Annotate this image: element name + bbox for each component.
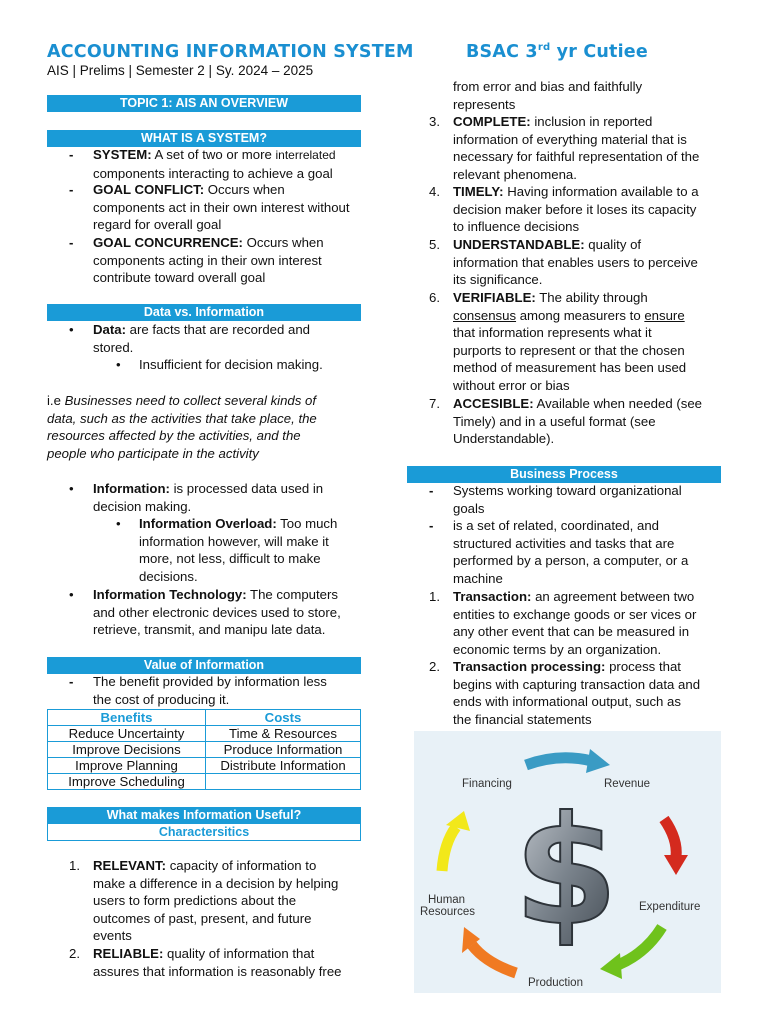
goal-conflict-item: GOAL CONFLICT: Occurs when components act in their own interest without regard for overall goal (93, 182, 350, 233)
data-info-bar: Data vs. Information (47, 304, 361, 321)
business-process-bar: Business Process (407, 466, 721, 483)
table-row (48, 726, 361, 742)
information-definition: Information: is processed data used in decision making. (93, 481, 324, 514)
list-number: 5. (429, 237, 440, 252)
bullet-marker: • (116, 516, 121, 531)
label-human: Human (428, 894, 466, 906)
arrow-human-financing (442, 811, 470, 871)
bullet-marker: • (69, 322, 74, 337)
list-number: 7. (429, 396, 440, 411)
useful-bar: What makes Information Useful? (47, 807, 361, 824)
table-row (48, 774, 361, 790)
list-number: 3. (429, 114, 440, 129)
arrow-revenue-expenditure (664, 819, 688, 875)
example-paragraph: i.e Businesses need to collect several kinds of data, such as the activities that take place, the resources affected by the activities, and the people who participate in the activity (47, 393, 317, 461)
reliable-item: RELIABLE: quality of information that assures that information is reasonably free (93, 946, 342, 979)
dash-marker: - (69, 235, 74, 250)
value-bar: Value of Information (47, 657, 361, 674)
table-row (48, 758, 361, 774)
business-dash-1: Systems working toward organizational goals (453, 483, 682, 516)
data-sub-point: Insufficient for decision making. (139, 357, 323, 372)
information-technology: Information Technology: The computers and other electronic devices used to store, retrieve, transmit, and manipu late data. (93, 587, 341, 638)
label-revenue: Revenue (604, 778, 651, 790)
label-production: Production (528, 977, 583, 989)
badge-tail: yr Cutiee (550, 42, 648, 62)
label-resources: Resources (420, 906, 475, 918)
badge-main: BSAC 3 (466, 42, 538, 62)
system-item: SYSTEM: A set of two or more interrelated components interacting to achieve a goal (93, 147, 336, 181)
information-overload: Information Overload: Too much information however, will make it more, not less, difficult to make decisions. (139, 516, 338, 584)
transaction-item: Transaction: an agreement between two entities to exchange goods or ser vices or any other event that can be measured in economic terms by an organization. (453, 589, 697, 657)
dash-marker: - (429, 483, 434, 498)
arrow-financing-revenue (526, 749, 610, 773)
list-number: 2. (429, 659, 440, 674)
reliable-continuation: from error and bias and faithfully represents (453, 79, 643, 112)
relevant-item: RELEVANT: capacity of information to make a difference in a decision by helping users to form predictions about the outcomes of past, present, and future events (93, 858, 339, 944)
bullet-marker: • (69, 587, 74, 602)
dash-marker: - (69, 147, 74, 162)
cycle-svg (414, 731, 721, 993)
table-cell: Time & Resources (206, 726, 361, 742)
list-number: 6. (429, 290, 440, 305)
table-cell: Improve Scheduling (48, 774, 206, 790)
document-title: ACCOUNTING INFORMATION SYSTEM (47, 42, 414, 62)
accesible-item: ACCESIBLE: Available when needed (see Timely) and in a useful format (see Understandable). (453, 396, 702, 447)
data-definition: Data: are facts that are recorded and stored. (93, 322, 310, 355)
document-subtitle: AIS | Prelims | Semester 2 | Sy. 2024 – 2025 (47, 63, 314, 78)
system-bar: WHAT IS A SYSTEM? (47, 130, 361, 147)
table-header: Costs (206, 710, 361, 726)
table-cell: Improve Decisions (48, 742, 206, 758)
table-row (48, 742, 361, 758)
label-financing: Financing (462, 778, 512, 790)
dash-marker: - (429, 518, 434, 533)
table-cell (206, 774, 361, 790)
understandable-item: UNDERSTANDABLE: quality of information that enables users to perceive its significance. (453, 237, 698, 288)
badge-sup: rd (537, 42, 551, 54)
business-dash-2: is a set of related, coordinated, and structured activities and tasks that are performed by a person, a computer, or a machine (453, 518, 689, 586)
characteristics-subbar: Charactersitics (47, 823, 361, 841)
table-cell: Distribute Information (206, 758, 361, 774)
timely-item: TIMELY: Having information available to a decision maker before it loses its capacity to influence decisions (453, 184, 699, 235)
label-expenditure: Expenditure (639, 901, 701, 913)
business-cycle-diagram (414, 731, 721, 993)
dash-marker: - (69, 674, 74, 689)
dollar-icon: $ (513, 785, 619, 959)
dash-marker: - (69, 182, 74, 197)
table-header-row (48, 710, 361, 726)
verifiable-item: VERIFIABLE: The ability through consensus among measurers to ensure that information represents what it purports to represent or that the chosen method of measurement has been used without error or bias (453, 290, 687, 393)
value-definition: The benefit provided by information less the cost of producing it. (93, 674, 327, 707)
class-badge (466, 42, 648, 62)
list-number: 1. (69, 858, 80, 873)
table-cell: Produce Information (206, 742, 361, 758)
bullet-marker: • (69, 481, 74, 496)
list-number: 2. (69, 946, 80, 961)
list-number: 1. (429, 589, 440, 604)
arrow-production-human (462, 927, 516, 973)
table-cell: Improve Planning (48, 758, 206, 774)
value-table (47, 709, 361, 790)
transaction-processing-item: Transaction processing: process that begins with capturing transaction data and ends with informational output, such as the financial statements (453, 659, 701, 727)
goal-concurrence-item: GOAL CONCURRENCE: Occurs when components acting in their own interest contribute toward overall goal (93, 235, 324, 286)
bullet-marker: • (116, 357, 121, 372)
list-number: 4. (429, 184, 440, 199)
topic1-bar: TOPIC 1: AIS AN OVERVIEW (47, 95, 361, 112)
table-cell: Reduce Uncertainty (48, 726, 206, 742)
complete-item: COMPLETE: inclusion in reported information of everything material that is necessary for faithful representation of the relevant phenomena. (453, 114, 700, 182)
table-header: Benefits (48, 710, 206, 726)
